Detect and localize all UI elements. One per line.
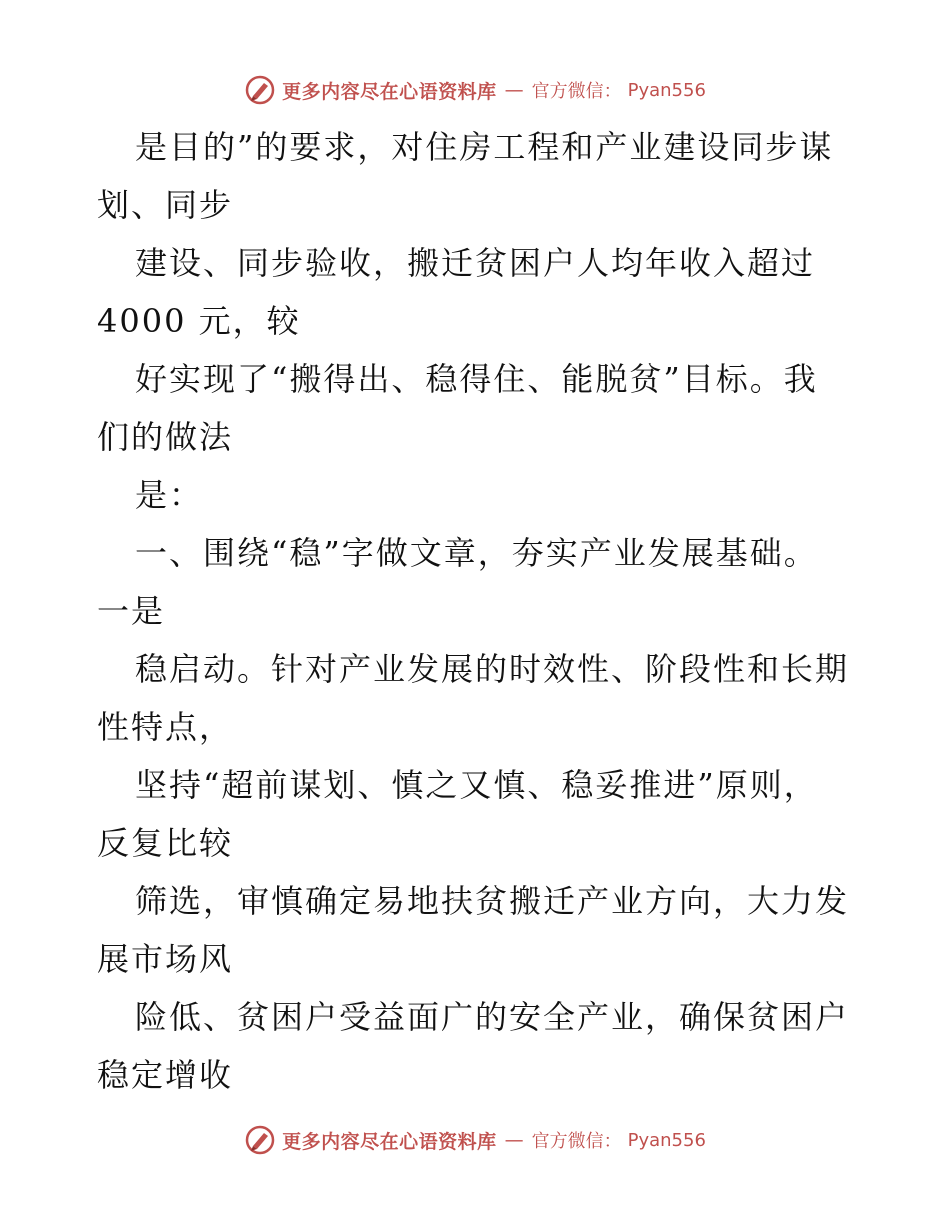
- footer-dash: —: [504, 1129, 524, 1151]
- text-line: 4000 元，较: [97, 302, 301, 340]
- footer-banner: [0, 1120, 950, 1160]
- text-line: 是目的”的要求，对住房工程和产业建设同步谋: [135, 128, 834, 166]
- footer-site-text: 更多内容尽在心语资料库: [282, 1130, 497, 1153]
- text-line: 反复比较: [97, 824, 234, 862]
- text-line: 展市场风: [97, 940, 234, 978]
- text-line: 险低、贫困户受益面广的安全产业，确保贫困户: [135, 998, 850, 1036]
- text-line: 一、围绕“稳”字做文章，夯实产业发展基础。: [135, 534, 818, 572]
- header-dash: —: [504, 79, 524, 101]
- header-site-text: 更多内容尽在心语资料库: [282, 80, 497, 103]
- text-line: 性特点，: [97, 708, 234, 746]
- text-line: 好实现了“搬得出、稳得住、能脱贫”目标。我: [135, 360, 818, 398]
- text-line: 稳定增收: [97, 1056, 234, 1094]
- footer-wechat-label: 官方微信：: [531, 1131, 622, 1152]
- text-line: 建设、同步验收，搬迁贫困户人均年收入超过: [135, 244, 816, 282]
- text-line: 坚持“超前谋划、慎之又慎、稳妥推进”原则，: [135, 766, 818, 804]
- pen-logo-icon: [244, 74, 276, 106]
- header-banner: [0, 70, 950, 110]
- header-wechat-id: Pyan556: [627, 79, 706, 101]
- document-body: [97, 118, 857, 1104]
- text-line: 是：: [135, 476, 204, 514]
- header-wechat-label: 官方微信：: [531, 81, 622, 102]
- text-line: 们的做法: [97, 418, 234, 456]
- text-line: 稳启动。针对产业发展的时效性、阶段性和长期: [135, 650, 850, 688]
- pen-logo-icon: [244, 1124, 276, 1156]
- text-line: 筛选，审慎确定易地扶贫搬迁产业方向，大力发: [135, 882, 850, 920]
- text-line: 划、同步: [97, 186, 234, 224]
- footer-wechat-id: Pyan556: [627, 1129, 706, 1151]
- text-line: 一是: [97, 592, 166, 630]
